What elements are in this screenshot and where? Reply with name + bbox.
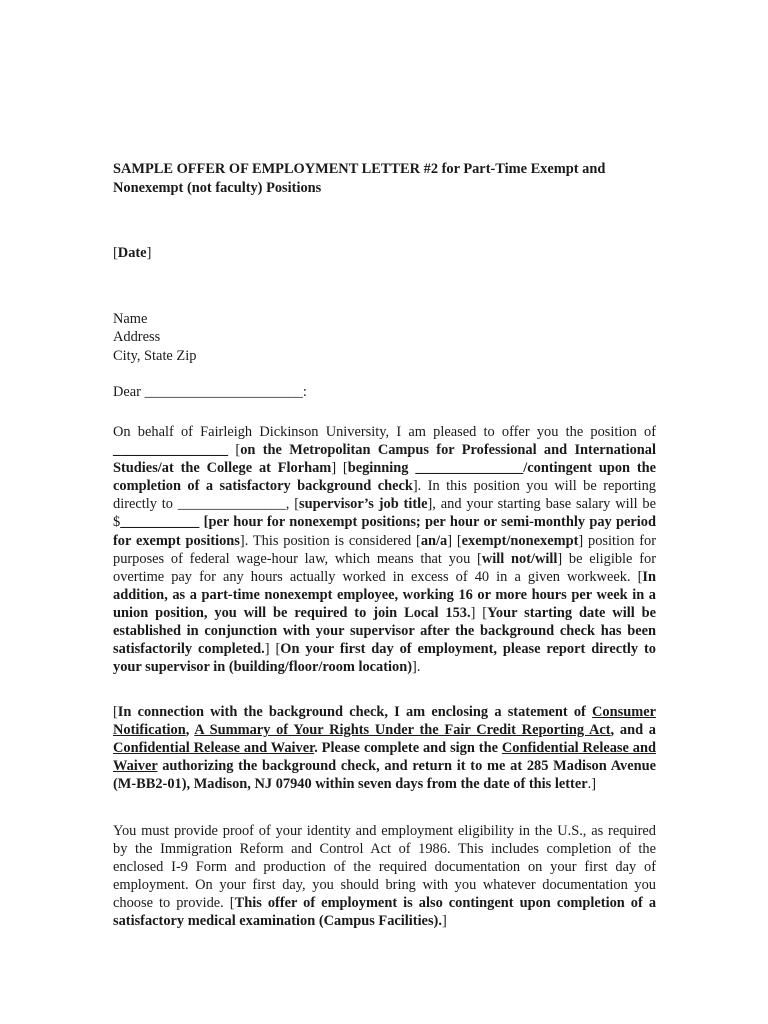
p2-bold-3: , and a	[610, 722, 656, 739]
document-title: SAMPLE OFFER OF EMPLOYMENT LETTER #2 for Part-Time Exempt and Nonexempt (not faculty) Positions	[113, 161, 606, 196]
p1-article-option: an/a	[420, 532, 448, 549]
p1-text-11: ] [	[264, 641, 281, 658]
p1-text-8: ] position for purposes of federal wage-hour law, which means that you [	[113, 532, 656, 567]
p2-bold-5: authorizing the background check, and return it to me at 285 Madison Avenue (M-BB2-01), Madison, NJ 07940 within seven days from the date of this letter	[113, 758, 656, 793]
p2-text-2: .]	[587, 776, 596, 793]
recipient-city-state-zip: City, State Zip	[113, 347, 197, 364]
letter-page	[113, 0, 656, 1024]
paragraph-eligibility	[113, 822, 656, 931]
p1-text-9: ] be eligible for overtime pay for any hours actually worked in excess of 40 in a given workweek. [	[113, 550, 656, 585]
p2-fcra-summary: A Summary of Your Rights Under the Fair Credit Reporting Act	[194, 722, 611, 739]
p1-text-3: ] [	[331, 460, 348, 477]
recipient-address: Address	[113, 329, 161, 346]
p2-release-waiver: Confidential Release and Waiver	[113, 740, 315, 757]
p1-union-clause: In addition, as a part-time nonexempt employee, working 16 or more hours per week in a union position, you will be required to join Local 153.	[113, 568, 656, 621]
p2-release-waiver-2: Confidential Release and Waiver	[113, 740, 656, 775]
p3-text-2: ]	[441, 913, 447, 930]
paragraph-position-offer	[113, 423, 656, 676]
p1-text-12: ].	[412, 659, 421, 676]
recipient-address-block	[113, 310, 196, 365]
date-placeholder: [Date]	[113, 245, 152, 261]
salutation-punct: :	[302, 384, 307, 400]
p1-salary-option: ___________ [per hour for nonexempt positions; per hour or semi-monthly pay period for exempt positions	[113, 514, 656, 549]
p1-text-10: ] [	[470, 604, 488, 621]
p3-medical-clause: This offer of employment is also contingent upon completion of a satisfactory medical examination (Campus Facilities).	[113, 895, 657, 930]
p2-bold-2: ,	[185, 722, 195, 739]
p1-start-option: beginning _______________/contingent upon the completion of a satisfactory background check	[113, 460, 657, 495]
p2-consumer-notification: Consumer Notification	[113, 704, 656, 739]
p3-text-1: You must provide proof of your identity and employment eligibility in the U.S., as required by the Immigration Reform and Control Act of 1986. This includes completion of the enclosed I-9 Form and production of the required documentation on your first day of employment. On your first day, you should bring with you whatever documentation you choose to provide. [	[113, 823, 656, 912]
p1-text-4: ]. In this position you will be reporting directly to _______________, [	[113, 478, 656, 513]
p1-start-date-clause: Your starting date will be established in conjunction with your supervisor after the background check has been satisfactorily completed.	[113, 604, 656, 658]
p1-overtime-option: will not/will	[481, 550, 558, 567]
paragraph-background-check	[113, 703, 656, 793]
p1-supervisor-title: supervisor’s job title	[299, 496, 428, 513]
salutation-dear: Dear	[113, 384, 141, 400]
p2-bold-4: . Please complete and sign the	[314, 740, 502, 757]
p1-text-2: [	[228, 442, 241, 459]
date-placeholder-text: Date	[117, 245, 147, 261]
p1-text-1: On behalf of Fairleigh Dickinson University, I am pleased to offer you the position of	[113, 424, 656, 440]
p1-exempt-option: exempt/nonexempt	[461, 532, 579, 549]
p1-position-blank: ________________	[113, 442, 229, 459]
p1-text-7: ] [	[447, 532, 462, 549]
p1-text-5: ], and your starting base salary will be $	[113, 496, 657, 531]
salutation	[113, 383, 307, 401]
salutation-blank: ______________________	[144, 384, 303, 400]
p2-bold-1: In connection with the background check, I am enclosing a statement of	[117, 704, 593, 720]
p2-text-1: [	[113, 704, 118, 720]
p1-text-6: ]. This position is considered [	[239, 532, 421, 549]
p1-campus-option: on the Metropolitan Campus for Professional and International Studies/at the College at Florham	[113, 442, 656, 477]
recipient-name: Name	[113, 311, 148, 327]
p1-first-day-clause: On your first day of employment, please report directly to your supervisor in (building/floor/room location)	[113, 641, 656, 676]
